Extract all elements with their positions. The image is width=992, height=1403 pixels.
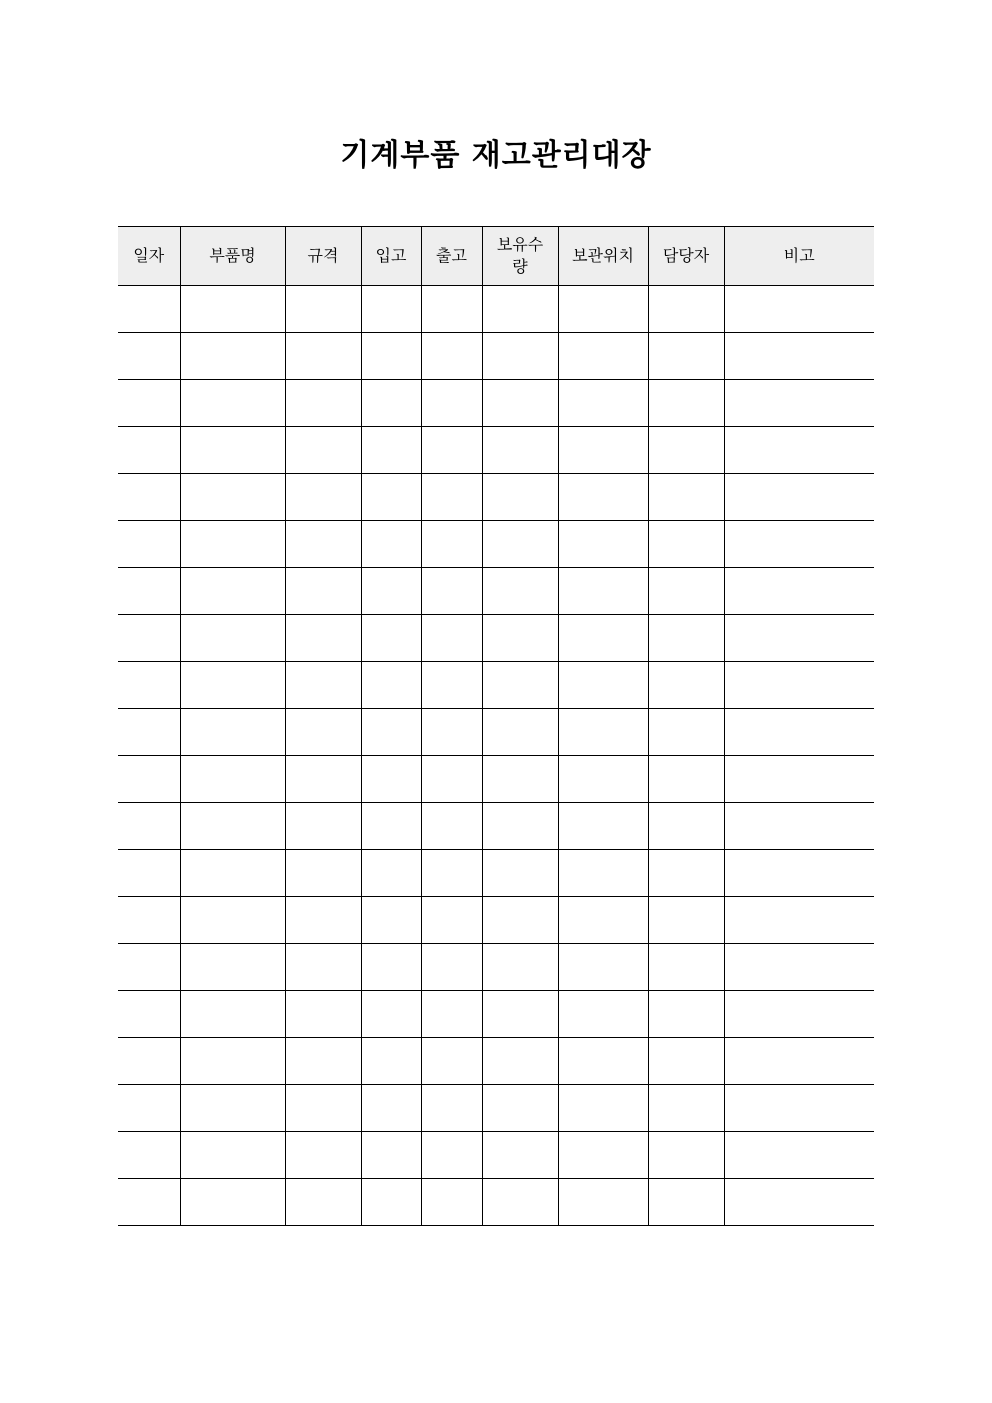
table-cell[interactable] [180, 286, 285, 333]
table-cell[interactable] [180, 474, 285, 521]
header-stock-qty-label: 보유수량 [496, 235, 544, 276]
table-cell[interactable] [118, 850, 180, 897]
table-cell[interactable] [558, 286, 648, 333]
header-remarks: 비고 [724, 227, 874, 286]
table-cell[interactable] [118, 521, 180, 568]
table-cell[interactable] [180, 427, 285, 474]
table-cell[interactable] [285, 1038, 361, 1085]
table-cell[interactable] [118, 662, 180, 709]
table-cell[interactable] [648, 568, 724, 615]
table-cell[interactable] [482, 474, 558, 521]
inventory-table [118, 226, 874, 1226]
table-cell[interactable] [421, 662, 482, 709]
table-cell[interactable] [648, 756, 724, 803]
table-cell[interactable] [724, 1038, 874, 1085]
table-cell[interactable] [285, 709, 361, 756]
table-cell[interactable] [648, 1085, 724, 1132]
table-cell[interactable] [482, 991, 558, 1038]
table-row [118, 1132, 874, 1179]
table-cell[interactable] [361, 944, 421, 991]
table-cell[interactable] [558, 521, 648, 568]
table-cell[interactable] [285, 756, 361, 803]
table-row [118, 1038, 874, 1085]
table-cell[interactable] [118, 1038, 180, 1085]
table-cell[interactable] [421, 850, 482, 897]
table-row [118, 1179, 874, 1226]
table-cell[interactable] [285, 286, 361, 333]
table-cell[interactable] [724, 1179, 874, 1226]
table-cell[interactable] [118, 709, 180, 756]
table-cell[interactable] [285, 427, 361, 474]
table-cell[interactable] [648, 286, 724, 333]
table-row [118, 427, 874, 474]
header-incoming: 입고 [361, 227, 421, 286]
table-cell[interactable] [558, 662, 648, 709]
table-cell[interactable] [724, 333, 874, 380]
table-cell[interactable] [285, 521, 361, 568]
table-body [118, 286, 874, 1226]
table-cell[interactable] [180, 662, 285, 709]
table-cell[interactable] [648, 662, 724, 709]
table-cell[interactable] [421, 474, 482, 521]
table-cell[interactable] [285, 380, 361, 427]
document-title: 기계부품 재고관리대장 [340, 138, 652, 173]
header-outgoing: 출고 [421, 227, 482, 286]
table-cell[interactable] [724, 1085, 874, 1132]
header-storage-location: 보관위치 [558, 227, 648, 286]
table-cell[interactable] [648, 474, 724, 521]
table-cell[interactable] [180, 1038, 285, 1085]
table-cell[interactable] [180, 1085, 285, 1132]
table-cell[interactable] [482, 850, 558, 897]
table-cell[interactable] [558, 1179, 648, 1226]
table-header-row [118, 227, 874, 286]
table-cell[interactable] [648, 380, 724, 427]
table-cell[interactable] [421, 286, 482, 333]
table-cell[interactable] [421, 944, 482, 991]
table-cell[interactable] [558, 1132, 648, 1179]
table-row [118, 380, 874, 427]
table-cell[interactable] [421, 709, 482, 756]
table-cell[interactable] [285, 803, 361, 850]
table-cell[interactable] [361, 803, 421, 850]
table-cell[interactable] [648, 944, 724, 991]
table-row [118, 991, 874, 1038]
table-cell[interactable] [180, 991, 285, 1038]
table-cell[interactable] [558, 1085, 648, 1132]
table-cell[interactable] [724, 709, 874, 756]
table-cell[interactable] [724, 944, 874, 991]
table-cell[interactable] [482, 568, 558, 615]
table-cell[interactable] [361, 662, 421, 709]
table-cell[interactable] [361, 709, 421, 756]
header-date: 일자 [118, 227, 180, 286]
table-cell[interactable] [421, 1132, 482, 1179]
table-cell[interactable] [648, 1132, 724, 1179]
table-cell[interactable] [724, 568, 874, 615]
table-cell[interactable] [180, 709, 285, 756]
table-cell[interactable] [285, 333, 361, 380]
table-cell[interactable] [285, 474, 361, 521]
table-cell[interactable] [118, 1132, 180, 1179]
table-cell[interactable] [724, 756, 874, 803]
table-cell[interactable] [421, 991, 482, 1038]
table-cell[interactable] [180, 897, 285, 944]
table-cell[interactable] [180, 944, 285, 991]
table-cell[interactable] [558, 333, 648, 380]
table-cell[interactable] [118, 380, 180, 427]
table-cell[interactable] [648, 850, 724, 897]
table-cell[interactable] [558, 756, 648, 803]
table-row [118, 803, 874, 850]
table-cell[interactable] [648, 709, 724, 756]
table-cell[interactable] [285, 1132, 361, 1179]
table-cell[interactable] [118, 944, 180, 991]
table-cell[interactable] [361, 756, 421, 803]
table-cell[interactable] [361, 568, 421, 615]
table-cell[interactable] [421, 1085, 482, 1132]
table-cell[interactable] [421, 1038, 482, 1085]
table-cell[interactable] [482, 427, 558, 474]
table-cell[interactable] [421, 521, 482, 568]
table-cell[interactable] [285, 991, 361, 1038]
table-cell[interactable] [361, 474, 421, 521]
header-spec: 규격 [285, 227, 361, 286]
table-cell[interactable] [361, 521, 421, 568]
table-cell[interactable] [724, 1132, 874, 1179]
table-cell[interactable] [361, 427, 421, 474]
table-row [118, 756, 874, 803]
table-row [118, 568, 874, 615]
table-cell[interactable] [558, 850, 648, 897]
table-cell[interactable] [558, 991, 648, 1038]
table-cell[interactable] [180, 1132, 285, 1179]
table-cell[interactable] [558, 474, 648, 521]
table-cell[interactable] [285, 568, 361, 615]
table-cell[interactable] [421, 803, 482, 850]
table-cell[interactable] [421, 427, 482, 474]
table-cell[interactable] [724, 615, 874, 662]
table-cell[interactable] [180, 380, 285, 427]
table-row [118, 333, 874, 380]
table-cell[interactable] [724, 850, 874, 897]
table-cell[interactable] [361, 991, 421, 1038]
table-cell[interactable] [361, 1179, 421, 1226]
table-cell[interactable] [180, 756, 285, 803]
table-cell[interactable] [482, 1038, 558, 1085]
table-cell[interactable] [421, 380, 482, 427]
table-cell[interactable] [118, 474, 180, 521]
table-cell[interactable] [285, 662, 361, 709]
table-cell[interactable] [180, 850, 285, 897]
table-cell[interactable] [648, 897, 724, 944]
table-cell[interactable] [180, 803, 285, 850]
table-cell[interactable] [285, 944, 361, 991]
table-cell[interactable] [421, 897, 482, 944]
table-row [118, 662, 874, 709]
table-cell[interactable] [118, 427, 180, 474]
table-cell[interactable] [482, 709, 558, 756]
table-cell[interactable] [482, 286, 558, 333]
table-cell[interactable] [482, 756, 558, 803]
table-row [118, 944, 874, 991]
table-row [118, 850, 874, 897]
table-cell[interactable] [361, 850, 421, 897]
table-cell[interactable] [558, 568, 648, 615]
table-cell[interactable] [118, 615, 180, 662]
table-cell[interactable] [724, 286, 874, 333]
table-cell[interactable] [558, 380, 648, 427]
table-cell[interactable] [648, 333, 724, 380]
table-cell[interactable] [482, 1132, 558, 1179]
table-row [118, 1085, 874, 1132]
table-cell[interactable] [361, 1132, 421, 1179]
table-cell[interactable] [421, 333, 482, 380]
table-cell[interactable] [724, 803, 874, 850]
table-cell[interactable] [180, 615, 285, 662]
table-cell[interactable] [558, 427, 648, 474]
table-cell[interactable] [648, 427, 724, 474]
table-cell[interactable] [285, 1085, 361, 1132]
table-cell[interactable] [361, 897, 421, 944]
table-cell[interactable] [118, 803, 180, 850]
table-cell[interactable] [118, 333, 180, 380]
table-cell[interactable] [482, 803, 558, 850]
table-cell[interactable] [648, 1038, 724, 1085]
table-cell[interactable] [558, 897, 648, 944]
table-cell[interactable] [361, 1085, 421, 1132]
table-cell[interactable] [724, 662, 874, 709]
table-cell[interactable] [482, 521, 558, 568]
table-row [118, 474, 874, 521]
table-row [118, 521, 874, 568]
table-cell[interactable] [361, 1038, 421, 1085]
table-cell[interactable] [648, 1179, 724, 1226]
table-cell[interactable] [421, 1179, 482, 1226]
table-cell[interactable] [180, 1179, 285, 1226]
table-cell[interactable] [361, 615, 421, 662]
table-cell[interactable] [648, 803, 724, 850]
table-cell[interactable] [558, 1038, 648, 1085]
table-cell[interactable] [180, 333, 285, 380]
table-cell[interactable] [118, 991, 180, 1038]
table-cell[interactable] [482, 662, 558, 709]
table-cell[interactable] [724, 474, 874, 521]
table-cell[interactable] [558, 944, 648, 991]
header-stock-qty [482, 227, 558, 286]
table-row [118, 709, 874, 756]
table-cell[interactable] [118, 286, 180, 333]
header-manager: 담당자 [648, 227, 724, 286]
table-cell[interactable] [648, 521, 724, 568]
table-cell[interactable] [724, 897, 874, 944]
table-cell[interactable] [482, 615, 558, 662]
table-cell[interactable] [558, 803, 648, 850]
table-cell[interactable] [421, 756, 482, 803]
table-cell[interactable] [724, 991, 874, 1038]
table-cell[interactable] [421, 568, 482, 615]
table-cell[interactable] [482, 333, 558, 380]
table-row [118, 615, 874, 662]
table-cell[interactable] [285, 850, 361, 897]
table-cell[interactable] [482, 1179, 558, 1226]
table-row [118, 897, 874, 944]
table-cell[interactable] [558, 615, 648, 662]
table-cell[interactable] [421, 615, 482, 662]
table-cell[interactable] [180, 568, 285, 615]
table-cell[interactable] [482, 1085, 558, 1132]
table-row [118, 286, 874, 333]
table-cell[interactable] [180, 521, 285, 568]
table-cell[interactable] [285, 897, 361, 944]
table-cell[interactable] [118, 1179, 180, 1226]
table-cell[interactable] [285, 615, 361, 662]
table-cell[interactable] [482, 944, 558, 991]
table-cell[interactable] [558, 709, 648, 756]
header-part-name: 부품명 [180, 227, 285, 286]
table-cell[interactable] [482, 380, 558, 427]
table-cell[interactable] [118, 1085, 180, 1132]
table-cell[interactable] [361, 380, 421, 427]
table-cell[interactable] [285, 1179, 361, 1226]
table-cell[interactable] [118, 756, 180, 803]
table-cell[interactable] [648, 991, 724, 1038]
table-cell[interactable] [361, 286, 421, 333]
table-cell[interactable] [361, 333, 421, 380]
table-cell[interactable] [118, 568, 180, 615]
table-cell[interactable] [482, 897, 558, 944]
table-cell[interactable] [724, 427, 874, 474]
table-cell[interactable] [724, 380, 874, 427]
table-cell[interactable] [724, 521, 874, 568]
table-cell[interactable] [648, 615, 724, 662]
table-cell[interactable] [118, 897, 180, 944]
